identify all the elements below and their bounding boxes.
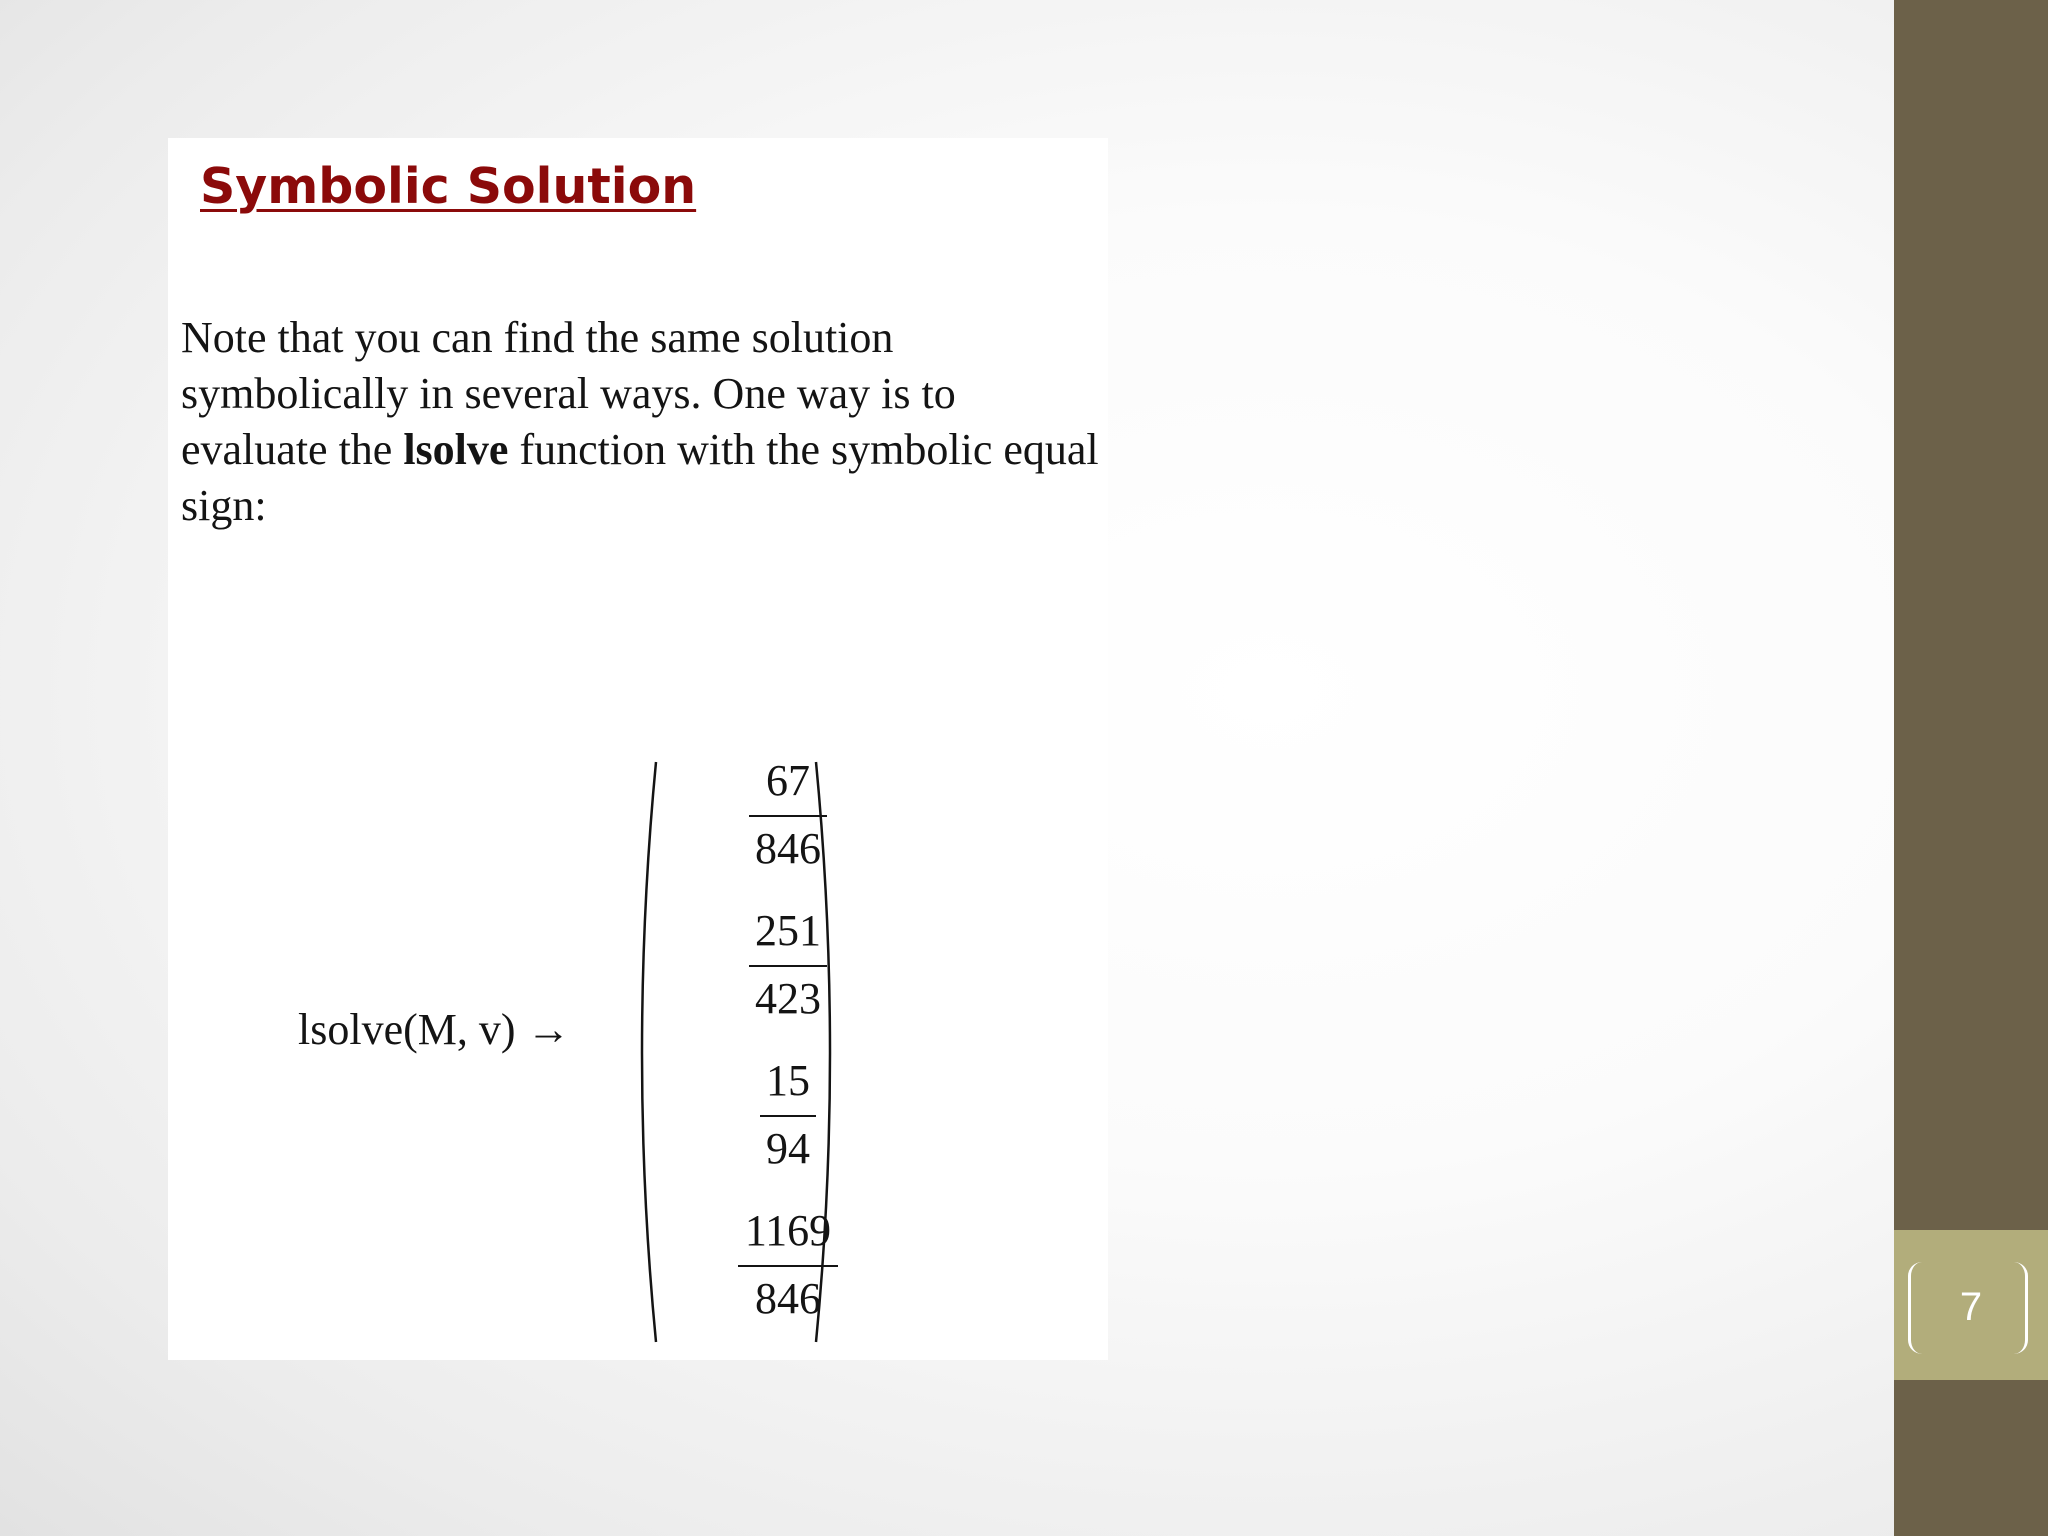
- fraction-3: [628, 1056, 948, 1206]
- page-number-box: [1894, 1230, 2048, 1380]
- fraction-denominator: 423: [755, 974, 821, 1023]
- right-sidebar: [1894, 0, 2048, 1536]
- lsolve-expression: lsolve(M, v) →: [298, 1005, 571, 1054]
- body-paragraph: [181, 310, 1101, 534]
- fraction-bar: [738, 1265, 838, 1267]
- slide-title: Symbolic Solution: [200, 158, 697, 215]
- fraction-2: [628, 906, 948, 1056]
- fraction-bar: [760, 1115, 816, 1117]
- page-number: 7: [1959, 1285, 1983, 1329]
- fraction-denominator: 846: [755, 1274, 821, 1323]
- fraction-bar: [749, 815, 827, 817]
- fraction-numerator: 15: [766, 1056, 810, 1105]
- fraction-bar: [749, 965, 827, 967]
- content-panel: [168, 138, 1108, 1360]
- fraction-4: [628, 1206, 948, 1356]
- fraction-denominator: 846: [755, 824, 821, 873]
- body-text-part-2: function with the symbolic equal sign:: [181, 425, 1099, 530]
- fraction-denominator: 94: [766, 1124, 810, 1173]
- fraction-numerator: 67: [766, 756, 810, 805]
- result-vector: [630, 756, 990, 1476]
- fraction-1: [628, 756, 948, 906]
- body-text-function-name: lsolve: [403, 425, 509, 474]
- fraction-numerator: 251: [755, 906, 821, 955]
- body-text-part-1: Note that you can find the same solution symbolically in several ways. One way is to evaluate the: [181, 313, 956, 474]
- fraction-numerator: 1169: [744, 1206, 832, 1255]
